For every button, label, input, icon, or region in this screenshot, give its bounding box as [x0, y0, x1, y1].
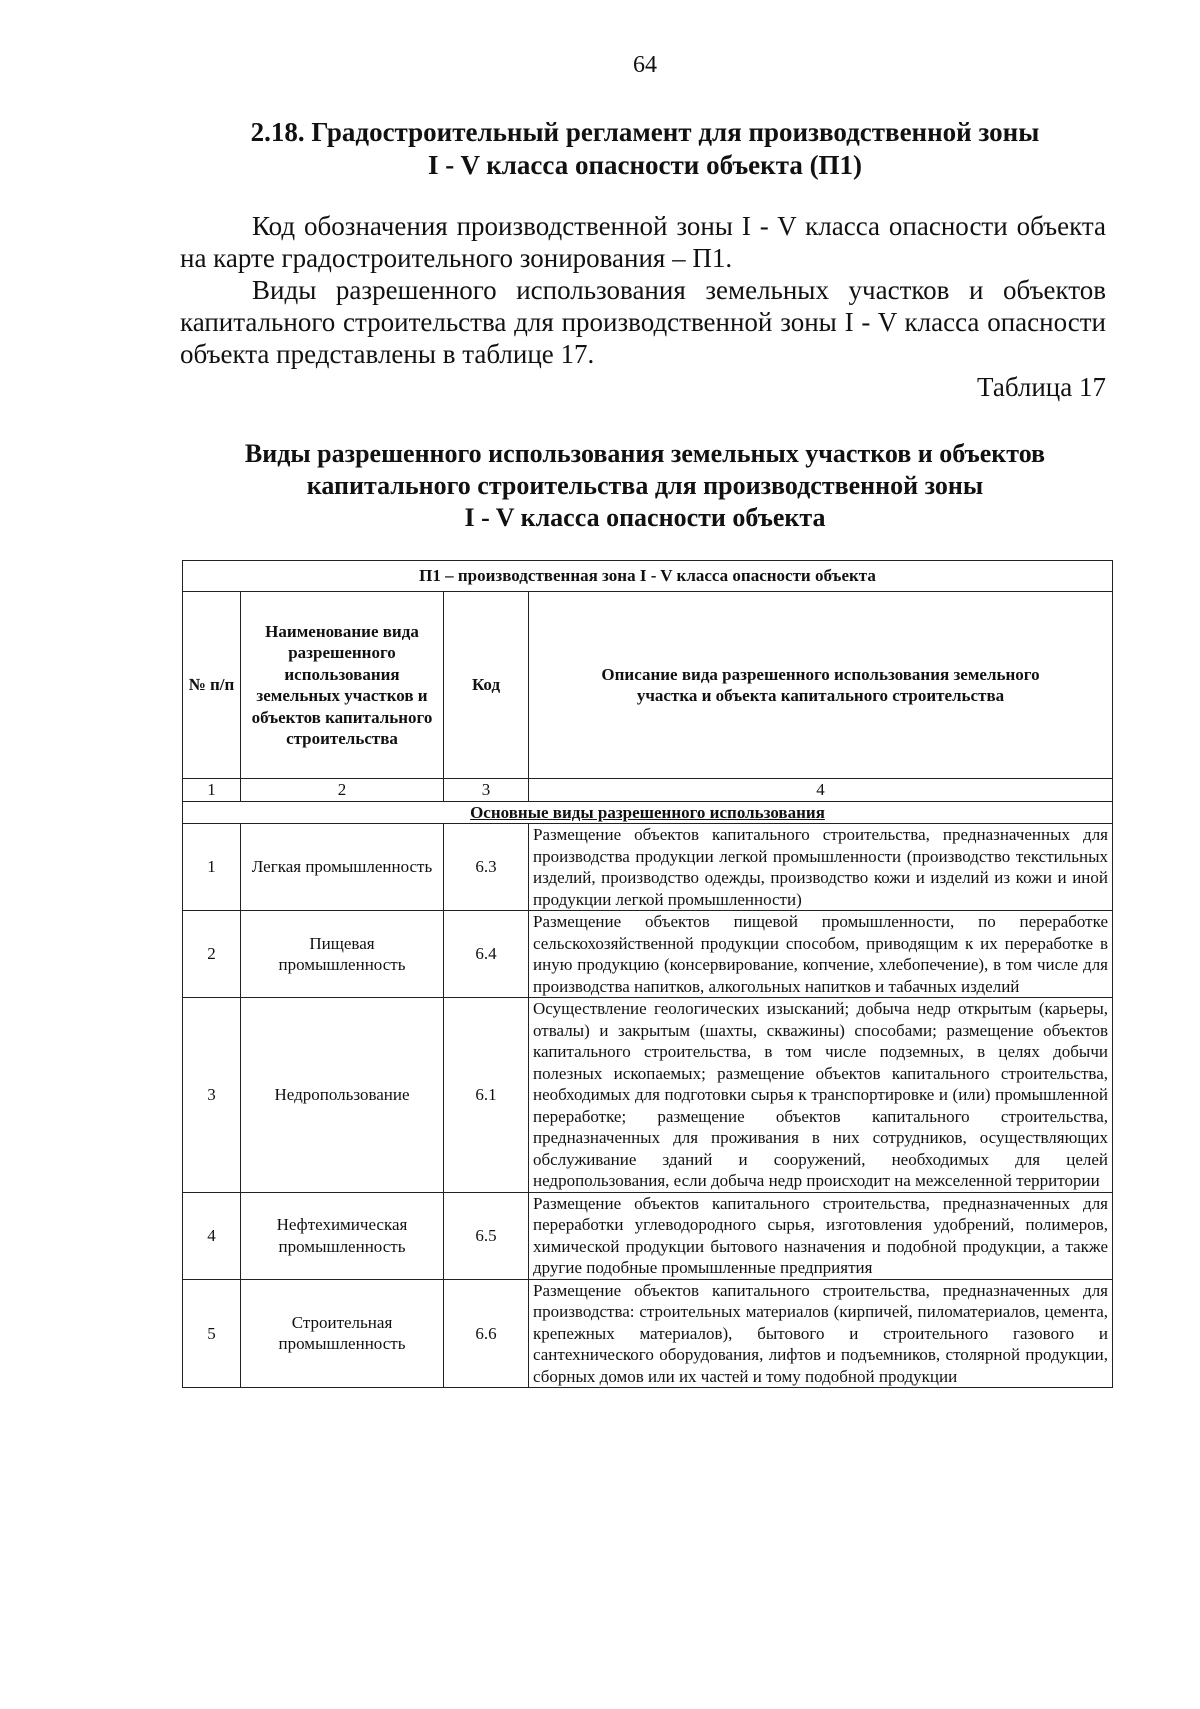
use-type-code: 6.4	[444, 911, 529, 998]
land-use-table	[182, 560, 1113, 1388]
use-type-description: Размещение объектов капитального строительства, предназначенных для переработки углеводородного сырья, изготовления удобрений, полимеров, химической продукции бытового назначения и подобной продукции, а также другие подобные промышленные предприятия	[529, 1192, 1113, 1279]
table-row	[183, 998, 1113, 1193]
use-type-description: Размещение объектов пищевой промышленности, по переработке сельскохозяйственной продукции способом, приводящим к их переработке в иную продукцию (консервирование, копчение, хлебопечение), в том числе для производства напитков, алкогольных напитков и табачных изделий	[529, 911, 1113, 998]
zone-header-row	[183, 561, 1113, 592]
column-header-code: Код	[444, 592, 529, 779]
body-text	[180, 210, 1106, 370]
row-number: 2	[183, 911, 241, 998]
use-type-code: 6.6	[444, 1279, 529, 1388]
section-heading-line-2: I - V класса опасности объекта (П1)	[427, 150, 863, 180]
column-number-row	[183, 779, 1113, 802]
section-heading	[180, 116, 1110, 182]
use-type-name: Строительная промышленность	[241, 1279, 444, 1388]
table-row	[183, 824, 1113, 911]
column-number: 2	[241, 779, 444, 802]
use-type-code: 6.1	[444, 998, 529, 1193]
row-number: 4	[183, 1192, 241, 1279]
zone-header: П1 – производственная зона I - V класса опасности объекта	[183, 561, 1113, 592]
use-type-code: 6.5	[444, 1192, 529, 1279]
group-title: Основные виды разрешенного использования	[183, 801, 1113, 824]
column-number: 3	[444, 779, 529, 802]
page-number: 64	[633, 52, 657, 78]
use-type-code: 6.3	[444, 824, 529, 911]
table-row	[183, 1192, 1113, 1279]
table-row	[183, 911, 1113, 998]
group-header-row	[183, 801, 1113, 824]
column-header-desc: Описание вида разрешенного использования земельного участка и объекта капитального строительства	[529, 592, 1113, 779]
column-number: 1	[183, 779, 241, 802]
table-title-line-2: капитального строительства для производственной зоны	[306, 471, 984, 500]
row-number: 3	[183, 998, 241, 1193]
table-number: Таблица 17	[977, 372, 1106, 402]
row-number: 5	[183, 1279, 241, 1388]
table-row	[183, 1279, 1113, 1388]
paragraph-table-reference: Виды разрешенного использования земельных участков и объектов капитального строительства для производственной зоны I - V класса опасности объекта представлены в таблице 17.	[180, 275, 1106, 369]
use-type-name: Пищевая промышленность	[241, 911, 444, 998]
table-title	[180, 438, 1110, 534]
table-title-line-1: Виды разрешенного использования земельных участков и объектов	[244, 439, 1046, 468]
column-header-row	[183, 592, 1113, 779]
table-title-line-3: I - V класса опасности объекта	[464, 503, 826, 532]
use-type-name: Нефтехимическая промышленность	[241, 1192, 444, 1279]
row-number: 1	[183, 824, 241, 911]
column-header-num: № п/п	[183, 592, 241, 779]
column-header-name: Наименование вида разрешенного использования земельных участков и объектов капитального строительства	[241, 592, 444, 779]
use-type-description: Размещение объектов капитального строительства, предназначенных для производства продукции легкой промышленности (производство текстильных изделий, производство одежды, производство кожи и изделий из кожи и иной продукции легкой промышленности)	[529, 824, 1113, 911]
use-type-description: Осуществление геологических изысканий; добыча недр открытым (карьеры, отвалы) и закрытым (шахты, скважины) способами; размещение объектов капитального строительства, в том числе подземных, в целях добычи полезных ископаемых; размещение объектов капитального строительства, необходимых для подготовки сырья к транспортировке и (или) промышленной переработке; размещение объектов капитального строительства, предназначенных для проживания в них сотрудников, осуществляющих обслуживание зданий и сооружений, необходимых для целей недропользования, если добыча недр происходит на межселенной территории	[529, 998, 1113, 1193]
use-type-name: Недропользование	[241, 998, 444, 1193]
use-type-description: Размещение объектов капитального строительства, предназначенных для производства: строительных материалов (кирпичей, пиломатериалов, цемента, крепежных материалов), бытового и строительного газового и сантехнического оборудования, лифтов и подъемников, столярной продукции, сборных домов или их частей и тому подобной продукции	[529, 1279, 1113, 1388]
use-type-name: Легкая промышленность	[241, 824, 444, 911]
column-number: 4	[529, 779, 1113, 802]
section-heading-line-1: 2.18. Градостроительный регламент для производственной зоны	[250, 117, 1040, 147]
paragraph-zone-code: Код обозначения производственной зоны I - V класса опасности объекта на карте градостроительного зонирования – П1.	[180, 211, 1106, 273]
